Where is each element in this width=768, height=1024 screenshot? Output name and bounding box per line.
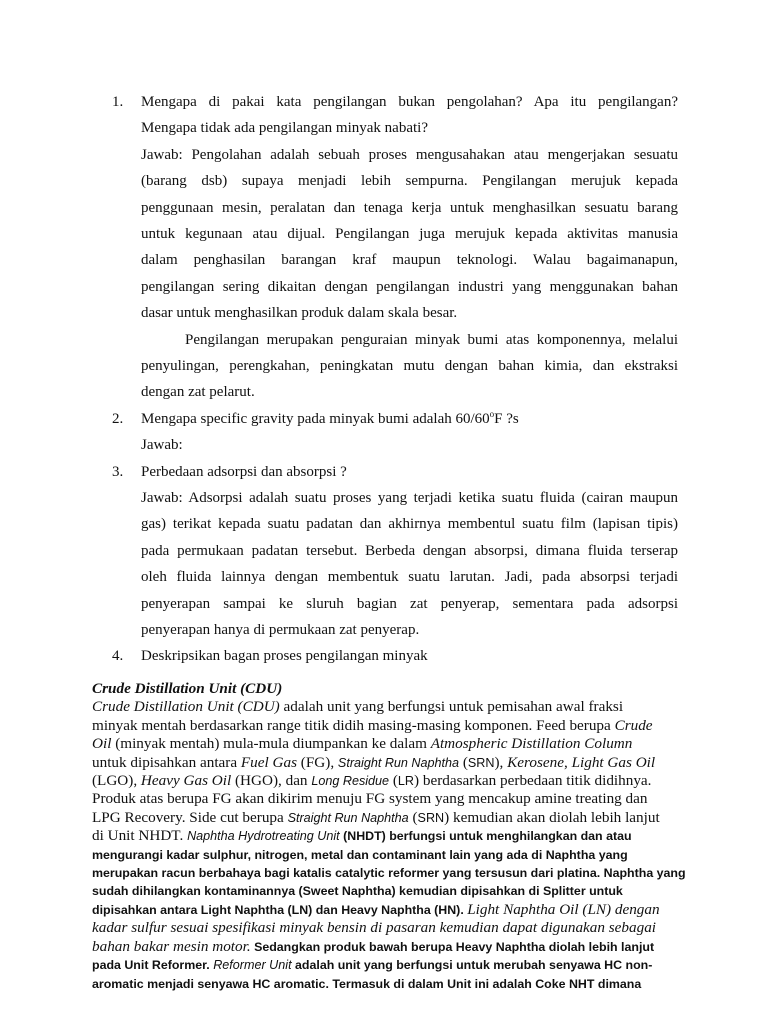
answer-text: dalam penghasilan barangan kraf maupun teknologi. Walau bagaimanapun, [141,252,678,269]
text: (minyak mentah) mula-mula diumpankan ke dalam [111,735,431,753]
paragraph-line: merupakan racun berbahaya bagi katalis catalytic reformer yang tersusun dari platina. Naphtha yang [92,866,686,881]
abbreviation: SRN [417,810,445,825]
text: (NHDT) berfungsi untuk menghilangkan dan atau [339,829,632,844]
answer-text: penyulingan, perengkahan, peningkatan mutu dengan bahan kimia, dan ekstraksi [141,357,678,374]
answer-text: untuk kegunaan atau dijual. Pengilangan juga merujuk kepada aktivitas manusia [141,225,678,242]
question-text [141,406,678,432]
paragraph-line [92,735,676,753]
text: adalah unit yang berfungsi untuk merubah senyawa HC non- [291,958,653,973]
text: ( [389,772,398,790]
term: Reformer Unit [213,958,292,973]
question-number: 2. [112,410,124,427]
question-1 [112,89,678,406]
question-text-part: F ?s [494,410,519,427]
answer-text: gas) terikat kepada suatu padatan dan akhirnya membentul suatu film (lapisan tipis) [141,516,678,533]
answer-text: dasar untuk menghasilkan produk dalam skala besar. [141,305,458,322]
text: dipisahkan antara Light Naphtha (LN) dan Heavy Naphtha (HN). [92,902,468,917]
term: bahan bakar mesin motor. [92,937,251,955]
text: ( [408,808,418,826]
paragraph-line: mengurangi kadar sulphur, nitrogen, metal dan contaminant lain yang ada di Naphtha yang [92,847,628,862]
cdu-section [92,680,686,993]
term: Kerosene [507,753,564,771]
term: Light Naphtha Oil (LN) dengan [467,900,660,918]
answer-text: Jawab: Adsorpsi adalah suatu proses yang terjadi ketika suatu fluida (cairan maupun [141,489,678,506]
answer-text: Jawab: Pengolahan adalah sebuah proses mengusahakan atau mengerjakan sesuatu [141,146,678,163]
question-text: Mengapa tidak ada pengilangan minyak nabati? [141,120,428,137]
text: ( [459,753,468,771]
text: , [563,753,572,771]
text: LPG Recovery. Side cut berupa [92,808,288,826]
degree-superscript: o [489,408,495,419]
term: Atmospheric Distillation Column [430,735,633,753]
paragraph-line [92,772,676,790]
paragraph-line [92,717,676,735]
question-2 [112,406,678,459]
question-list [112,89,678,670]
question-number: 3. [112,463,124,480]
answer-text: dengan zat pelarut. [141,384,255,401]
question-text: Perbedaan adsorpsi dan absorpsi ? [141,463,347,480]
paragraph-line [92,809,676,827]
abbreviation: SRN [467,755,495,770]
answer-text: pengilangan sering dikaitan dengan pengilangan industri yang menggunakan bahan [141,278,678,295]
answer-text: penyerapan sampai ke sluruh bagian zat penyerap, sementara pada adsorpsi [141,595,678,612]
paragraph-line: kadar sulfur sesuai spesifikasi minyak bensin di pasaran kemudian dapat digunakan sebagai [92,919,657,937]
paragraph-line: Produk atas berupa FG akan dikirim menuju FG system yang mencakup amine treating dan [92,790,648,808]
paragraph-line: sudah dihilangkan kontaminannya (Sweet Naphtha) kemudian dipisahkan di Splitter untuk [92,884,623,899]
text: di Unit NHDT. [92,827,188,845]
text: untuk dipisahkan antara [92,753,241,771]
term: Naphtha Hydrotreating Unit [187,829,340,844]
answer-text: (barang dsb) supaya menjadi lebih sempurna. Pengilangan merujuk kepada [141,173,678,190]
term: Light Gas Oil [571,753,656,771]
paragraph-line [92,754,676,772]
question-number: 1. [112,94,124,110]
question-4 [112,643,678,669]
answer-text: Jawab: [141,437,183,454]
section-heading [92,680,676,698]
paragraph-line [92,956,676,974]
text: ) kemudian akan diolah lebih lanjut [444,808,660,826]
term: Crude Distillation Unit (CDU) [92,698,280,716]
answer-text: Pengilangan merupakan penguraian minyak bumi atas komponennya, melalui [185,331,678,348]
text: ), [494,753,508,771]
paragraph-line [92,938,676,956]
question-text-part: Mengapa specific gravity pada minyak bumi adalah 60/60 [141,410,490,427]
text: (LGO), [92,772,141,790]
text: Sedangkan produk bawah berupa Heavy Naphtha diolah lebih lanjut [250,939,655,954]
term: Straight Run Naphtha [287,810,409,825]
term: Oil [92,735,112,753]
question-text: Mengapa di pakai kata pengilangan bukan pengolahan? Apa itu pengilangan? [141,94,678,110]
answer-text: penggunaan mesin, peralatan dan tenaga kerja untuk menghasilkan sesuatu barang [141,199,678,216]
paragraph-line: aromatic menjadi senyawa HC aromatic. Termasuk di dalam Unit ini adalah Coke NHT dimana [92,976,642,991]
term: Long Residue [311,774,390,789]
text: (HGO), dan [231,772,312,790]
text: adalah unit yang berfungsi untuk pemisahan awal fraksi [279,698,624,716]
paragraph-line [92,901,676,919]
answer-text: penyerapan hanya di permukaan zat penyerap. [141,621,420,638]
term: Crude [614,716,653,734]
paragraph-line [92,698,676,716]
question-3 [112,459,678,644]
question-text: Deskripsikan bagan proses pengilangan minyak [141,648,428,665]
text: pada Unit Reformer. [92,958,214,973]
text: ) berdasarkan perbedaan titik didihnya. [414,772,652,790]
answer-text: oleh fluida lainnya dengan membentuk suatu larutan. Jadi, pada absorpsi terjadi [141,569,678,586]
section-heading-text: Crude Distillation Unit (CDU) [92,680,283,697]
question-number: 4. [112,648,124,665]
text: minyak mentah berdasarkan range titik didih masing-masing komponen. Feed berupa [92,716,615,734]
term: Heavy Gas Oil [140,772,232,790]
term: Straight Run Naphtha [337,755,460,770]
answer-text: pada permukaan padatan tersebut. Berbeda dengan absorpsi, dimana fluida terserap [141,542,678,559]
term: Fuel Gas [240,753,297,771]
paragraph-line [92,827,676,845]
text: (FG), [297,753,338,771]
abbreviation: LR [397,774,415,789]
